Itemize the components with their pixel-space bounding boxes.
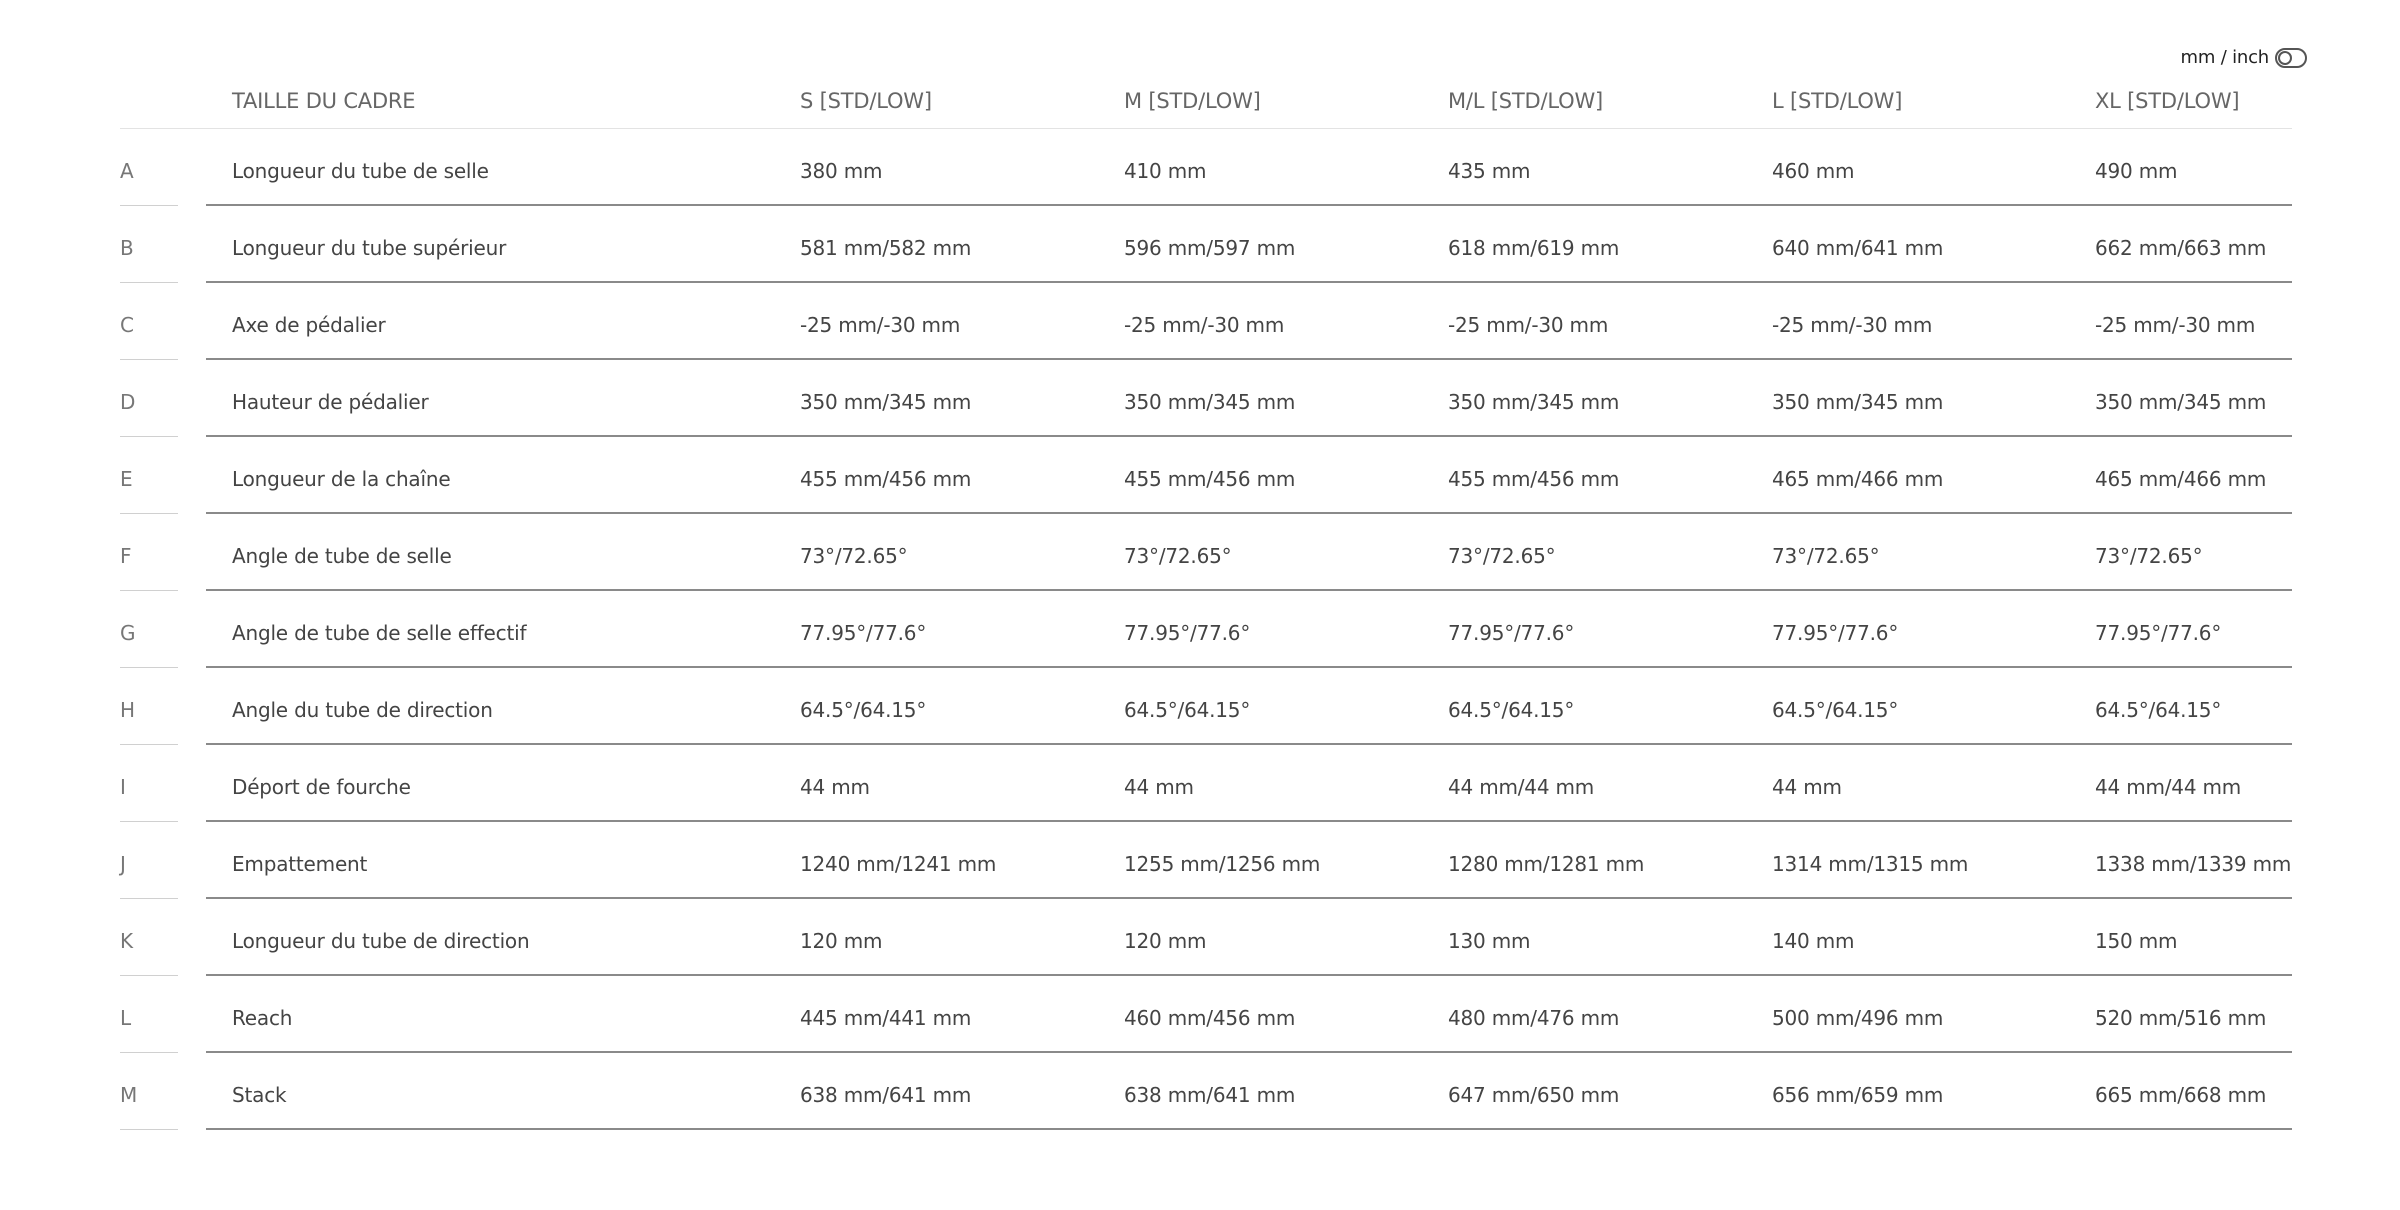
row-label: Angle du tube de direction	[232, 698, 493, 722]
row-label: Déport de fourche	[232, 775, 411, 799]
row-letter-divider	[120, 1129, 178, 1130]
cell-size-xl: 44 mm/44 mm	[2095, 775, 2242, 799]
cell-size-xl: 665 mm/668 mm	[2095, 1083, 2267, 1107]
cell-size-m: 350 mm/345 mm	[1124, 390, 1296, 414]
toggle-knob	[2278, 51, 2292, 65]
row-label: Empattement	[232, 852, 368, 876]
cell-size-l: 64.5°/64.15°	[1772, 698, 1899, 722]
row-letter: L	[120, 1006, 131, 1030]
unit-toggle-label: mm / inch	[2180, 47, 2269, 68]
header-size-s: S [STD/LOW]	[800, 89, 932, 113]
cell-size-xl: 64.5°/64.15°	[2095, 698, 2222, 722]
cell-size-m: 120 mm	[1124, 929, 1207, 953]
row-letter: K	[120, 929, 133, 953]
table-row	[120, 437, 2292, 514]
cell-size-xl: 465 mm/466 mm	[2095, 467, 2267, 491]
cell-size-ml: 435 mm	[1448, 159, 1531, 183]
header-frame-size: TAILLE DU CADRE	[232, 89, 416, 113]
cell-size-s: 638 mm/641 mm	[800, 1083, 972, 1107]
cell-size-l: 460 mm	[1772, 159, 1855, 183]
cell-size-ml: 480 mm/476 mm	[1448, 1006, 1620, 1030]
cell-size-xl: 662 mm/663 mm	[2095, 236, 2267, 260]
cell-size-s: 64.5°/64.15°	[800, 698, 927, 722]
geometry-table	[120, 80, 2292, 1130]
cell-size-l: 1314 mm/1315 mm	[1772, 852, 1969, 876]
table-row	[120, 899, 2292, 976]
row-label: Longueur du tube de direction	[232, 929, 530, 953]
row-letter: E	[120, 467, 133, 491]
row-label: Reach	[232, 1006, 293, 1030]
cell-size-ml: 455 mm/456 mm	[1448, 467, 1620, 491]
cell-size-l: -25 mm/-30 mm	[1772, 313, 1933, 337]
cell-size-s: 77.95°/77.6°	[800, 621, 927, 645]
cell-size-s: 73°/72.65°	[800, 544, 908, 568]
row-letter: I	[120, 775, 126, 799]
header-size-m: M [STD/LOW]	[1124, 89, 1261, 113]
cell-size-l: 77.95°/77.6°	[1772, 621, 1899, 645]
cell-size-l: 140 mm	[1772, 929, 1855, 953]
table-row	[120, 129, 2292, 206]
table-row	[120, 745, 2292, 822]
row-letter: G	[120, 621, 136, 645]
table-row	[120, 591, 2292, 668]
row-label: Longueur du tube supérieur	[232, 236, 507, 260]
row-letter: F	[120, 544, 132, 568]
cell-size-m: 73°/72.65°	[1124, 544, 1232, 568]
unit-toggle[interactable]	[2181, 47, 2308, 68]
row-letter: C	[120, 313, 134, 337]
table-row	[120, 283, 2292, 360]
cell-size-xl: 73°/72.65°	[2095, 544, 2203, 568]
header-size-l: L [STD/LOW]	[1772, 89, 1903, 113]
cell-size-l: 640 mm/641 mm	[1772, 236, 1944, 260]
cell-size-ml: 618 mm/619 mm	[1448, 236, 1620, 260]
cell-size-s: 120 mm	[800, 929, 883, 953]
cell-size-ml: 647 mm/650 mm	[1448, 1083, 1620, 1107]
cell-size-s: 581 mm/582 mm	[800, 236, 972, 260]
cell-size-xl: -25 mm/-30 mm	[2095, 313, 2256, 337]
cell-size-m: 460 mm/456 mm	[1124, 1006, 1296, 1030]
row-letter: M	[120, 1083, 138, 1107]
cell-size-l: 44 mm	[1772, 775, 1842, 799]
row-letter: D	[120, 390, 136, 414]
cell-size-m: 64.5°/64.15°	[1124, 698, 1251, 722]
row-divider	[206, 1128, 2292, 1130]
cell-size-s: 1240 mm/1241 mm	[800, 852, 997, 876]
cell-size-s: 44 mm	[800, 775, 870, 799]
table-row	[120, 360, 2292, 437]
cell-size-s: -25 mm/-30 mm	[800, 313, 961, 337]
cell-size-s: 445 mm/441 mm	[800, 1006, 972, 1030]
table-row	[120, 976, 2292, 1053]
table-row	[120, 514, 2292, 591]
cell-size-ml: 130 mm	[1448, 929, 1531, 953]
cell-size-m: -25 mm/-30 mm	[1124, 313, 1285, 337]
cell-size-ml: 1280 mm/1281 mm	[1448, 852, 1645, 876]
cell-size-l: 73°/72.65°	[1772, 544, 1880, 568]
cell-size-m: 455 mm/456 mm	[1124, 467, 1296, 491]
row-label: Axe de pédalier	[232, 313, 386, 337]
cell-size-xl: 77.95°/77.6°	[2095, 621, 2222, 645]
row-label: Hauteur de pédalier	[232, 390, 429, 414]
table-row	[120, 668, 2292, 745]
cell-size-ml: 73°/72.65°	[1448, 544, 1556, 568]
header-size-xl: XL [STD/LOW]	[2095, 89, 2240, 113]
row-label: Longueur du tube de selle	[232, 159, 489, 183]
table-row	[120, 1053, 2292, 1130]
cell-size-ml: 77.95°/77.6°	[1448, 621, 1575, 645]
row-letter: B	[120, 236, 134, 260]
row-label: Angle de tube de selle	[232, 544, 452, 568]
cell-size-l: 656 mm/659 mm	[1772, 1083, 1944, 1107]
cell-size-m: 44 mm	[1124, 775, 1194, 799]
table-row	[120, 206, 2292, 283]
cell-size-m: 1255 mm/1256 mm	[1124, 852, 1321, 876]
cell-size-ml: -25 mm/-30 mm	[1448, 313, 1609, 337]
cell-size-xl: 1338 mm/1339 mm	[2095, 852, 2292, 876]
cell-size-xl: 520 mm/516 mm	[2095, 1006, 2267, 1030]
table-row	[120, 822, 2292, 899]
cell-size-l: 350 mm/345 mm	[1772, 390, 1944, 414]
row-letter: H	[120, 698, 135, 722]
table-header-row	[120, 80, 2292, 129]
cell-size-ml: 350 mm/345 mm	[1448, 390, 1620, 414]
row-letter: J	[120, 852, 126, 876]
cell-size-ml: 64.5°/64.15°	[1448, 698, 1575, 722]
cell-size-s: 455 mm/456 mm	[800, 467, 972, 491]
unit-toggle-switch[interactable]	[2275, 48, 2307, 68]
header-size-ml: M/L [STD/LOW]	[1448, 89, 1604, 113]
row-label: Angle de tube de selle effectif	[232, 621, 527, 645]
cell-size-xl: 350 mm/345 mm	[2095, 390, 2267, 414]
row-label: Longueur de la chaîne	[232, 467, 451, 491]
cell-size-m: 596 mm/597 mm	[1124, 236, 1296, 260]
cell-size-l: 465 mm/466 mm	[1772, 467, 1944, 491]
row-letter: A	[120, 159, 134, 183]
cell-size-l: 500 mm/496 mm	[1772, 1006, 1944, 1030]
cell-size-ml: 44 mm/44 mm	[1448, 775, 1595, 799]
cell-size-s: 350 mm/345 mm	[800, 390, 972, 414]
cell-size-xl: 490 mm	[2095, 159, 2178, 183]
cell-size-s: 380 mm	[800, 159, 883, 183]
cell-size-m: 638 mm/641 mm	[1124, 1083, 1296, 1107]
cell-size-m: 410 mm	[1124, 159, 1207, 183]
row-label: Stack	[232, 1083, 287, 1107]
cell-size-xl: 150 mm	[2095, 929, 2178, 953]
cell-size-m: 77.95°/77.6°	[1124, 621, 1251, 645]
